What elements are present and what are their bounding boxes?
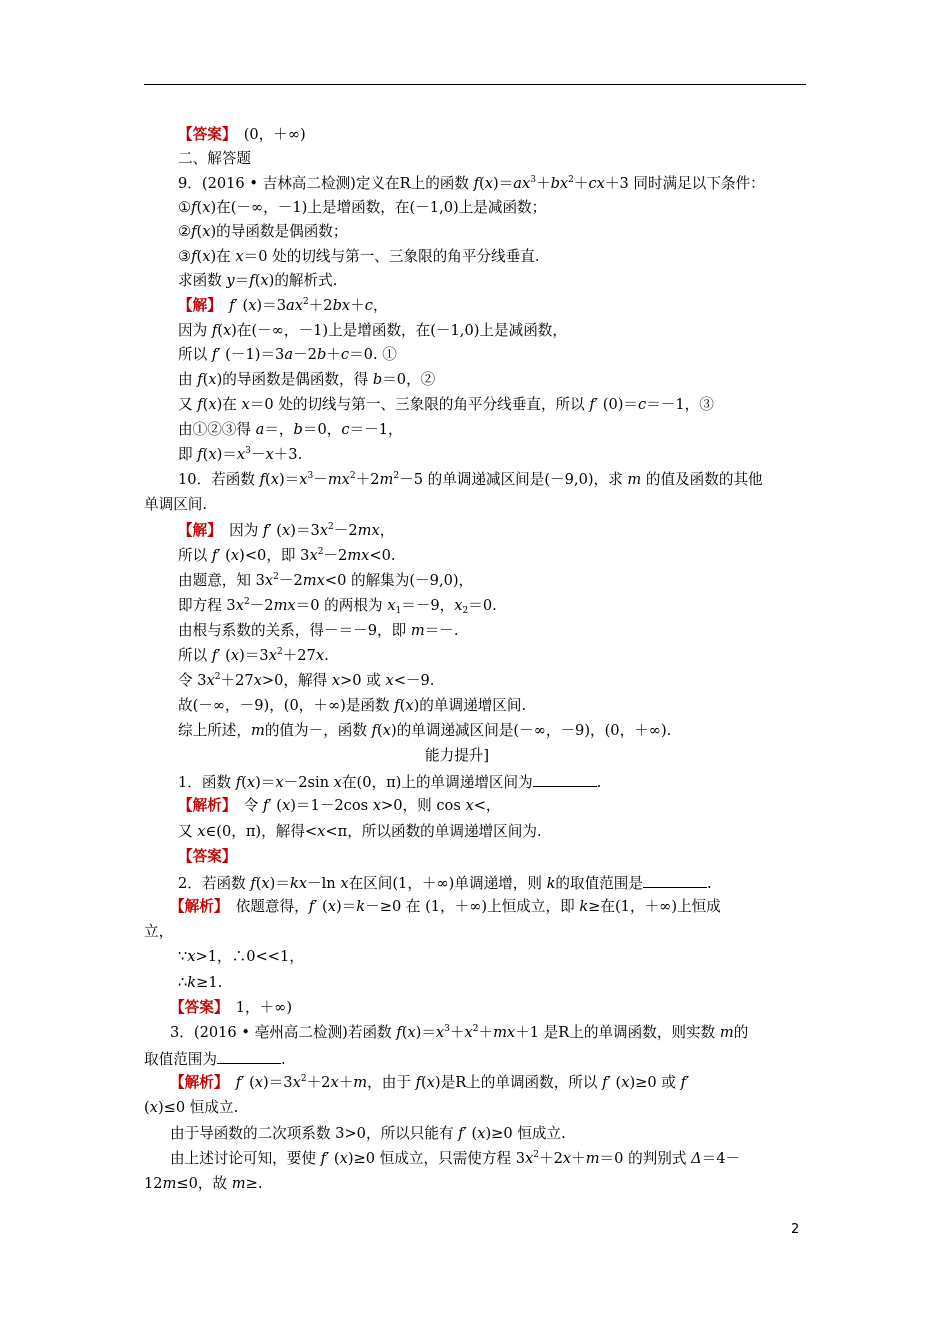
ability-2-analysis-line-1: 【 解析 】 依题意得，f′ (x)＝k－≥0 在 (1，＋∞)上恒成立，即 k≥在(1，＋∞)上恒成 [170, 898, 721, 916]
solution-9-line-6: 由①②③得 a＝，b＝0，c＝－1， [178, 421, 403, 438]
fill-blank [217, 1049, 281, 1064]
question-9-condition-2: ②f(x)的导函数是偶函数； [178, 223, 348, 240]
ability-1-answer [178, 848, 236, 866]
ability-3-analysis-line-5: 12m≤0，故 m≥. [144, 1175, 263, 1192]
page-number: 2 [791, 1222, 800, 1237]
ability-1-analysis-line-2: 又 x∈(0，π)，解得<x<π，所以函数的单调递增区间为. [178, 823, 542, 840]
solution-10-line-6: 所以 f′ $(x)=3x^2+27x$. [178, 647, 329, 664]
solution-tag: 【 解 】 [178, 522, 215, 539]
section-title-ability: 能力提升] [425, 747, 490, 764]
analysis-tag: 【 解析 】 [178, 797, 229, 814]
fill-blank [643, 873, 707, 888]
analysis-tag: 【 解析 】 [170, 898, 221, 915]
ability-question-3: 3．(2016 • 亳州高二检测)若函数 $f(x)=x^3+x^2+mx+1$ 是R上的单调函数，则实数 m的 [170, 1024, 749, 1041]
ability-question-2: 2．若函数 f(x)＝kx－ln x在区间(1，＋∞)单调递增，则 k的取值范围是 . [178, 875, 712, 892]
ability-2-analysis-line-4: ∴k≥1. [178, 974, 223, 991]
solution-10-line-5: 由根与系数的关系，得－＝－9，即 m＝－. [178, 622, 459, 639]
ability-2-analysis-line-2: 立， [144, 923, 174, 940]
solution-10-line-3: 由题意，知 $3x^2-2mx<0$ 的解集为(－9,0)， [178, 572, 474, 589]
question-9-condition-3: ③f(x)在 x＝0 处的切线与第一、三象限的角平分线垂直. [178, 248, 540, 265]
fill-blank [533, 772, 597, 787]
answer-tag: 【 答案 】 [178, 126, 229, 143]
question-10-stem: 10．若函数 $f(x)=x^3-mx^2+2m^2-5$ 的单调递减区间是(－9,0)，求 m 的值及函数的其他 [178, 471, 763, 488]
question-10-stem-cont: 单调区间. [144, 496, 208, 513]
ability-3-analysis-line-3: 由于导函数的二次项系数 3>0，所以只能有 f′ (x)≥0 恒成立. [170, 1125, 566, 1142]
solution-10-line-4: 即方程 $3x^2-2mx=0$ 的两根为 $x_1=-9$，$x_2=0$. [178, 597, 497, 616]
solution-10-line-9: 综上所述，m的值为－，函数 f(x)的单调递减区间是(－∞，－9)，(0，＋∞). [178, 722, 672, 739]
answer-line-q8: 【 答案 】 (0，＋∞) [178, 126, 306, 144]
ability-2-analysis-line-3: ∵x>1，∴0<<1， [178, 948, 304, 965]
header-rule [144, 84, 806, 85]
question-9-condition-1: ①f(x)在(－∞，－1)上是增函数，在(－1,0)上是减函数； [178, 199, 547, 216]
ability-2-answer: 【 答案 】 1，＋∞) [170, 999, 292, 1017]
ability-1-analysis-line-1: 【 解析 】 令 f′ (x)＝1－2cos x>0，则 cos x<， [178, 797, 501, 815]
solution-10-line-1: 【 解 】 因为 f′ $(x)=3x^2-2mx$， [178, 522, 394, 540]
answer-tag: 【 答案 】 [178, 848, 236, 865]
analysis-tag: 【 解析 】 [170, 1074, 221, 1091]
solution-9-line-2: 因为 f(x)在(－∞，－1)上是增函数，在(－1,0)上是减函数， [178, 322, 567, 339]
solution-10-line-7: 令 $3x^2+27x>0$，解得 x>0 或 x<－9. [178, 672, 435, 689]
solution-9-line-7: 即 $f(x)=x^3-x+3$. [178, 446, 303, 463]
ability-3-analysis-line-1: 【 解析 】 f′ $(x)=3x^2+2x+m$，由于 f(x)是R上的单调函数，所以 f′ (x)≥0 或 f′ [170, 1074, 689, 1092]
answer-tag: 【 答案 】 [170, 999, 221, 1016]
solution-9-line-3: 所以 f′ (－1)＝3a－2b＋c＝0. ① [178, 346, 397, 363]
question-9-ask: 求函数 y＝f(x)的解析式. [178, 272, 338, 289]
question-9-stem: 9．(2016 • 吉林高二检测)定义在R上的函数 $f(x)=ax^3+bx^2+cx+3$ 同时满足以下条件： [178, 175, 765, 192]
solution-9-line-4: 由 f(x)的导函数是偶函数，得 b＝0，② [178, 371, 436, 388]
section-heading: 二、解答题 [178, 150, 251, 167]
solution-tag: 【 解 】 [178, 297, 215, 314]
ability-question-1: 1．函数 f(x)＝x－2sin x在(0，π)上的单调递增区间为 . [178, 774, 602, 791]
solution-10-line-2: 所以 f′ (x)<0，即 $3x^2-2mx<0$. [178, 547, 396, 564]
solution-9-line-5: 又 f(x)在 x＝0 处的切线与第一、三象限的角平分线垂直，所以 f′ (0)＝c＝－1，③ [178, 396, 714, 413]
ability-3-analysis-line-4: 由上述讨论可知，要使 f′ (x)≥0 恒成立，只需使方程 $3x^2+2x+m=0$ 的判别式 Δ＝4－ [170, 1150, 741, 1167]
solution-10-line-8: 故(－∞，－9)，(0，＋∞)是函数 f(x)的单调递增区间. [178, 697, 527, 714]
ability-3-analysis-line-2: (x)≤0 恒成立. [144, 1099, 239, 1116]
ability-question-3-cont: 取值范围为 . [144, 1051, 286, 1068]
solution-9-line-1: 【 解 】 f′ $(x)=3ax^2+2bx+c$， [178, 297, 388, 315]
